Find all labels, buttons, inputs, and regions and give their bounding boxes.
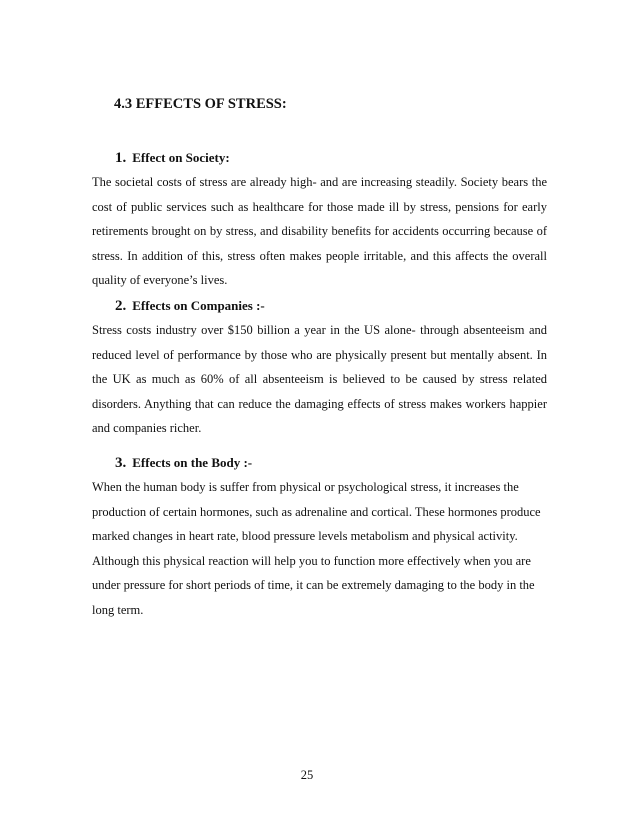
subsection-number: 2.: [115, 298, 127, 314]
subsection-number: 1.: [115, 150, 127, 166]
subsection-heading-society: [115, 150, 230, 167]
subsection-title: Effects on the Body :-: [132, 455, 253, 470]
subsection-title: Effects on Companies :-: [132, 298, 265, 313]
page-number: 25: [300, 768, 314, 782]
subsection-number: 3.: [115, 455, 127, 471]
paragraph-society: The societal costs of stress are already high- and are increasing steadily. Society bears the cost of public services such as healthcare for those made ill by stress, pensions for early retirements brought on by stress, and disability benefits for accidents occurring because of stress. In addition of this, stress often makes people irritable, and this affects the overall quality of everyone’s lives.: [92, 175, 547, 288]
paragraph-body: When the human body is suffer from physical or psychological stress, it increases the production of certain hormones, such as adrenaline and cortical. These hormones produce marked changes in heart rate, blood pressure levels metabolism and physical activity. Although this physical reaction will help you to function more effectively when you are under pressure for short periods of time, it can be extremely damaging to the body in the long term.: [92, 480, 541, 617]
paragraph-companies: Stress costs industry over $150 billion a year in the US alone- through absenteeism and reduced level of performance by those who are physically present but mentally absent. In the UK as much as 60% of all absenteeism is believed to be caused by stress related disorders. Anything that can reduce the damaging effects of stress makes workers happier and companies richer.: [92, 323, 547, 436]
subsection-heading-companies: [115, 298, 265, 315]
subsection-title: Effect on Society:: [132, 150, 230, 165]
section-title: 4.3 EFFECTS OF STRESS:: [114, 96, 287, 112]
subsection-heading-body: [115, 455, 252, 472]
